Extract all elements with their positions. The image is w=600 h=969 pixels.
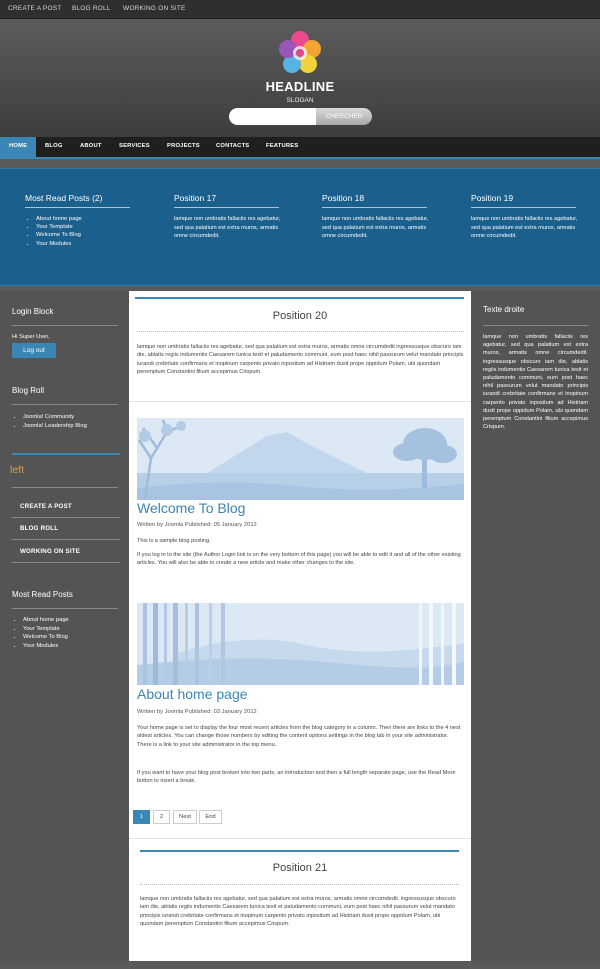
list-item[interactable] <box>23 633 69 642</box>
article-image-mountain <box>137 418 464 500</box>
positions-band <box>0 168 600 286</box>
module-divider <box>174 207 279 208</box>
section-separator <box>129 401 471 402</box>
position-20-text: lamque non umbratis fallaciis res agebatur, sed qua palatium est extra muros, armatis omne circumdedit ingressusque obscuro iam die, ablatis regiis indumentis Caesarem tunica texit et paludamento communi, eum post haec nihil passurum velut mandato principis iurandi crebritate confirmans et inopinum carpento privato inpositum ad Histriam duxit prope oppidum Polam, ubi quondam peremptum Constantini filium accepimus Crispum. <box>137 344 464 375</box>
list-item[interactable] <box>23 625 69 634</box>
most-read-list <box>25 215 135 248</box>
dotted-divider <box>140 884 459 885</box>
footer-strip <box>0 961 600 969</box>
pagination-page-1[interactable]: 1 <box>133 810 150 824</box>
nav-blog[interactable]: BLOG <box>45 143 63 149</box>
left-menu-create-post[interactable]: CREATE A POST <box>12 496 120 518</box>
position-19-module <box>471 189 581 241</box>
login-block-title: Login Block <box>12 307 54 316</box>
list-item[interactable] <box>23 642 69 651</box>
article-paragraph: If you log in to the site (the Author Login link is on the very bottom of this page) you will be able to edit it and all of the other existing articles. You will also be able to create a new article and make other changes to the site. <box>137 552 461 567</box>
right-module-text: lamque non umbratis fallaciis res agebatur, sed qua palatium est extra muros, armatis omne circumdedit. ingressusque obscuro iam die, ablatis regiis indumentis Caesarem tunica texit et paludamento communi, eum post haec nihil passurum velut mandato principis iurandi crebritate confirmans et inopinum carpento privato inpositum ad Histriam duxit prope oppidum Polam, ubi quondam peremptum Constantini filium accepimus Crispum. <box>483 334 588 431</box>
list-link[interactable]: About home page <box>36 216 82 222</box>
article-title[interactable]: Welcome To Blog <box>137 500 246 516</box>
top-link-blog-roll[interactable]: BLOG ROLL <box>72 5 111 12</box>
list-item[interactable] <box>36 223 135 231</box>
list-link[interactable]: Welcome To Blog <box>23 634 68 640</box>
list-item[interactable] <box>23 422 87 431</box>
list-link[interactable]: About home page <box>23 617 69 623</box>
nav-features[interactable]: FEATURES <box>266 143 299 149</box>
article-paragraph: This is a sample blog posting. <box>137 538 211 544</box>
top-link-working-on-site[interactable]: WORKING ON SITE <box>123 5 186 12</box>
nav-services[interactable]: SERVICES <box>119 143 150 149</box>
search-input[interactable] <box>229 108 317 125</box>
module-divider <box>483 325 588 326</box>
user-greeting: Hi Super User, <box>12 334 50 340</box>
article-meta: Written by Joomla Published: 05 January 2012 <box>137 522 257 528</box>
list-link[interactable]: Your Template <box>23 625 60 632</box>
left-menu-title: left <box>10 464 25 476</box>
list-item[interactable] <box>36 231 135 239</box>
site-headline: HEADLINE <box>265 79 335 94</box>
search-button[interactable]: CHERCHER <box>316 108 372 125</box>
left-menu-blog-roll[interactable]: BLOG ROLL <box>12 518 120 540</box>
list-item[interactable] <box>23 616 69 625</box>
position-21-text: lamque non umbratis fallaciis res agebatur, sed qua palatium est extra muros, armatis omne circumdedit. ingressusque obscuro iam die, ablatis regiis indumentis Caesarem tunica texit et paludamento communi, eum post haec nihil passurum velut mandato principis iurandi crebritate confirmans et inopinum carpento privato inpositum ad Histriam duxit prope oppidum Polam, ubi quondam peremptum Constantini filium accepimus Crispum. <box>140 896 456 927</box>
article-title[interactable]: About home page <box>137 686 248 702</box>
module-divider <box>25 207 130 208</box>
position-21-title: Position 21 <box>272 862 328 874</box>
module-accent-line <box>140 850 459 852</box>
list-item[interactable] <box>36 240 135 248</box>
article-meta: Written by Joomla Published: 03 January 2012 <box>137 709 257 715</box>
module-title: Position 17 <box>174 193 217 203</box>
dotted-divider <box>137 331 464 332</box>
site-header <box>0 19 600 137</box>
position-17-module <box>174 189 284 241</box>
nav-about[interactable]: ABOUT <box>80 143 102 149</box>
most-read-posts-module <box>25 189 135 248</box>
main-nav <box>0 137 600 157</box>
article-paragraph: Your home page is set to display the four most recent articles from the blog category in a column. Then there are links to the 4 nest oldest articles. You can change those numbers by editing the content options settings in the blog tab in your site administrator. There is a link to your site administrator in the top menu. <box>137 725 461 748</box>
section-separator <box>129 838 471 839</box>
colorful-flower-logo-icon[interactable] <box>278 31 322 75</box>
module-accent-line <box>12 453 120 455</box>
spacer <box>0 159 600 168</box>
article-image-bamboo <box>137 603 464 685</box>
pagination-end[interactable]: End <box>199 810 222 824</box>
module-divider <box>322 207 427 208</box>
pagination-page-2[interactable]: 2 <box>153 810 170 824</box>
module-text: lamque non umbratis fallaciis res agebatur, sed qua palatium est extra muros, armatis omne circumdedit. <box>471 216 578 239</box>
module-title: Position 18 <box>322 193 365 203</box>
most-read-posts-title: Most Read Posts <box>12 590 73 599</box>
most-read-list-left <box>12 616 69 650</box>
list-link[interactable]: Welcome To Blog <box>36 232 81 239</box>
logout-button[interactable]: Log out <box>12 343 56 358</box>
top-bar <box>0 0 600 19</box>
list-link[interactable]: Joomla! Leadership Blog <box>23 422 87 429</box>
position-20-title: Position 20 <box>272 310 328 322</box>
list-link[interactable]: Your Modules <box>23 642 59 649</box>
top-link-create-post[interactable]: CREATE A POST <box>8 5 62 12</box>
module-title: Most Read Posts (2) <box>25 193 103 203</box>
pagination-next[interactable]: Next <box>173 810 197 824</box>
list-item[interactable] <box>36 215 135 223</box>
nav-projects[interactable]: PROJECTS <box>167 143 200 149</box>
module-text: lamque non umbratis fallaciis res agebatur, sed qua palatium est extra muros, armatis omne circumdedit. <box>174 216 281 239</box>
blog-roll-list <box>12 413 87 430</box>
blog-roll-title: Blog Roll <box>12 386 45 395</box>
article-paragraph: If you want to have your blog post broken into two parts, an introduction and then a full length separate page, use the Read More button to insert a break. <box>137 770 456 785</box>
module-divider <box>12 608 118 609</box>
right-module-title: Texte droite <box>483 305 525 314</box>
module-title: Position 19 <box>471 193 514 203</box>
list-link[interactable]: Joomla! Community <box>23 414 75 420</box>
module-accent-line <box>135 297 464 299</box>
nav-contacts[interactable]: CONTACTS <box>216 143 250 149</box>
list-item[interactable] <box>23 413 87 422</box>
module-divider <box>471 207 576 208</box>
list-link[interactable]: Your Modules <box>36 240 72 247</box>
nav-home[interactable]: HOME <box>0 137 36 157</box>
list-link[interactable]: Your Template <box>36 224 73 231</box>
position-18-module <box>322 189 432 241</box>
module-text: lamque non umbratis fallaciis res agebatur, sed qua palatium est extra muros, armatis omne circumdedit. <box>322 216 429 239</box>
module-divider <box>12 404 118 405</box>
module-divider <box>12 325 118 326</box>
left-menu-working-on-site[interactable]: WORKING ON SITE <box>12 541 120 563</box>
module-divider <box>12 487 118 488</box>
site-slogan: SLOGAN <box>286 97 314 104</box>
